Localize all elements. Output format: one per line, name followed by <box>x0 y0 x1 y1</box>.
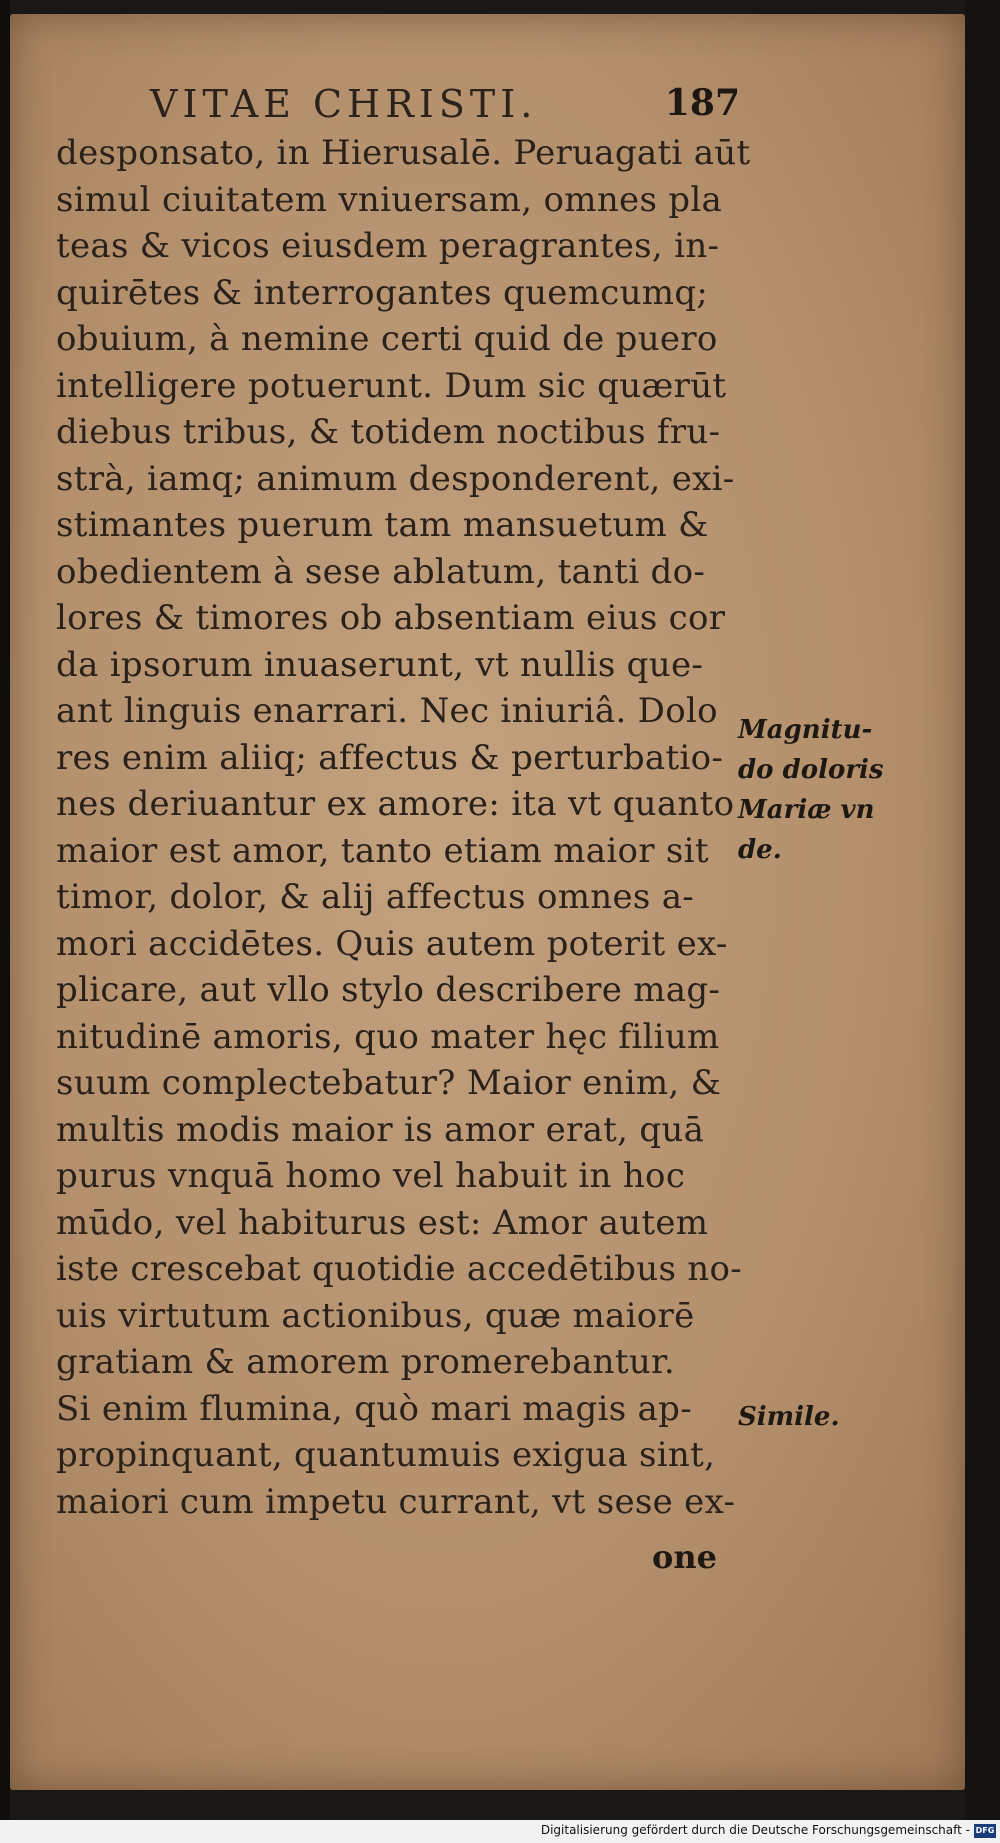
text-line: propinquant, quantumuis exigua sint, <box>56 1435 716 1475</box>
text-line: da ipsorum inuaserunt, vt nullis que- <box>56 644 704 685</box>
dfg-logo-icon: DFG <box>974 1824 996 1838</box>
text-line: timor, dolor, & alij affectus omnes a- <box>56 877 695 917</box>
text-line: purus vnquā homo vel habuit in hoc <box>56 1156 686 1196</box>
catchword: one <box>652 1538 717 1576</box>
text-line: Si enim flumina, quò mari magis ap- <box>56 1388 692 1429</box>
main-text-block <box>56 130 751 1525</box>
text-line: nes deriuantur ex amore: ita vt quanto <box>56 784 735 824</box>
text-line: obuium, à nemine certi quid de puero <box>56 319 718 359</box>
digitization-footer <box>0 1820 1000 1843</box>
text-line: maior est amor, tanto etiam maior sit <box>56 830 709 871</box>
marginal-note-line: Magnitu- <box>738 715 873 745</box>
text-line: gratiam & amorem promerebantur. <box>56 1342 675 1382</box>
footer-credit-text: Digitalisierung gefördert durch die Deutsche Forschungsgemeinschaft - <box>540 1823 970 1837</box>
text-line: lores & timores ob absentiam eius cor <box>56 598 726 638</box>
marginal-note-line: Mariæ vn <box>738 795 875 825</box>
page-header <box>150 82 740 128</box>
marginal-note-line: do doloris <box>738 755 884 785</box>
text-line: intelligere potuerunt. Dum sic quærūt <box>56 365 727 406</box>
running-title: VITAE CHRISTI. <box>150 82 538 126</box>
text-line: iste crescebat quotidie accedētibus no- <box>56 1249 743 1289</box>
text-line: plicare, aut vllo stylo describere mag- <box>56 970 721 1010</box>
text-line: diebus tribus, & totidem noctibus fru- <box>56 412 721 452</box>
text-line: mori accidētes. Quis autem poterit ex- <box>56 923 728 964</box>
text-line: multis modis maior is amor erat, quā <box>56 1109 705 1150</box>
marginal-note <box>738 710 903 870</box>
text-line: desponsato, in Hierusalē. Peruagati aūt <box>56 133 751 173</box>
book-spine-shadow <box>0 0 10 1843</box>
text-line: simul ciuitatem vniuersam, omnes pla <box>56 179 723 220</box>
text-line: ant linguis enarrari. Nec iniuriâ. Dolo <box>56 691 718 731</box>
text-line: nitudinē amoris, quo mater hęc filium <box>56 1016 720 1057</box>
marginal-note-line: de. <box>738 835 782 865</box>
text-line: teas & vicos eiusdem peragrantes, in- <box>56 226 720 266</box>
text-line: strà, iamq; animum desponderent, exi- <box>56 458 735 499</box>
text-line: obedientem à sese ablatum, tanti do- <box>56 551 706 592</box>
page-number: 187 <box>664 82 740 124</box>
scan-background-edge <box>965 0 1000 1843</box>
text-line: uis virtutum actionibus, quæ maiorē <box>56 1295 695 1336</box>
text-line: suum complectebatur? Maior enim, & <box>56 1063 722 1103</box>
text-line: quirētes & interrogantes quemcumq; <box>56 272 709 313</box>
text-line: res enim aliiq; affectus & perturbatio- <box>56 737 724 778</box>
marginal-note-simile: Simile. <box>738 1402 840 1432</box>
text-line: maiori cum impetu currant, vt sese ex- <box>56 1481 736 1522</box>
text-line: mūdo, vel habiturus est: Amor autem <box>56 1202 709 1243</box>
text-line: stimantes puerum tam mansuetum & <box>56 505 709 545</box>
